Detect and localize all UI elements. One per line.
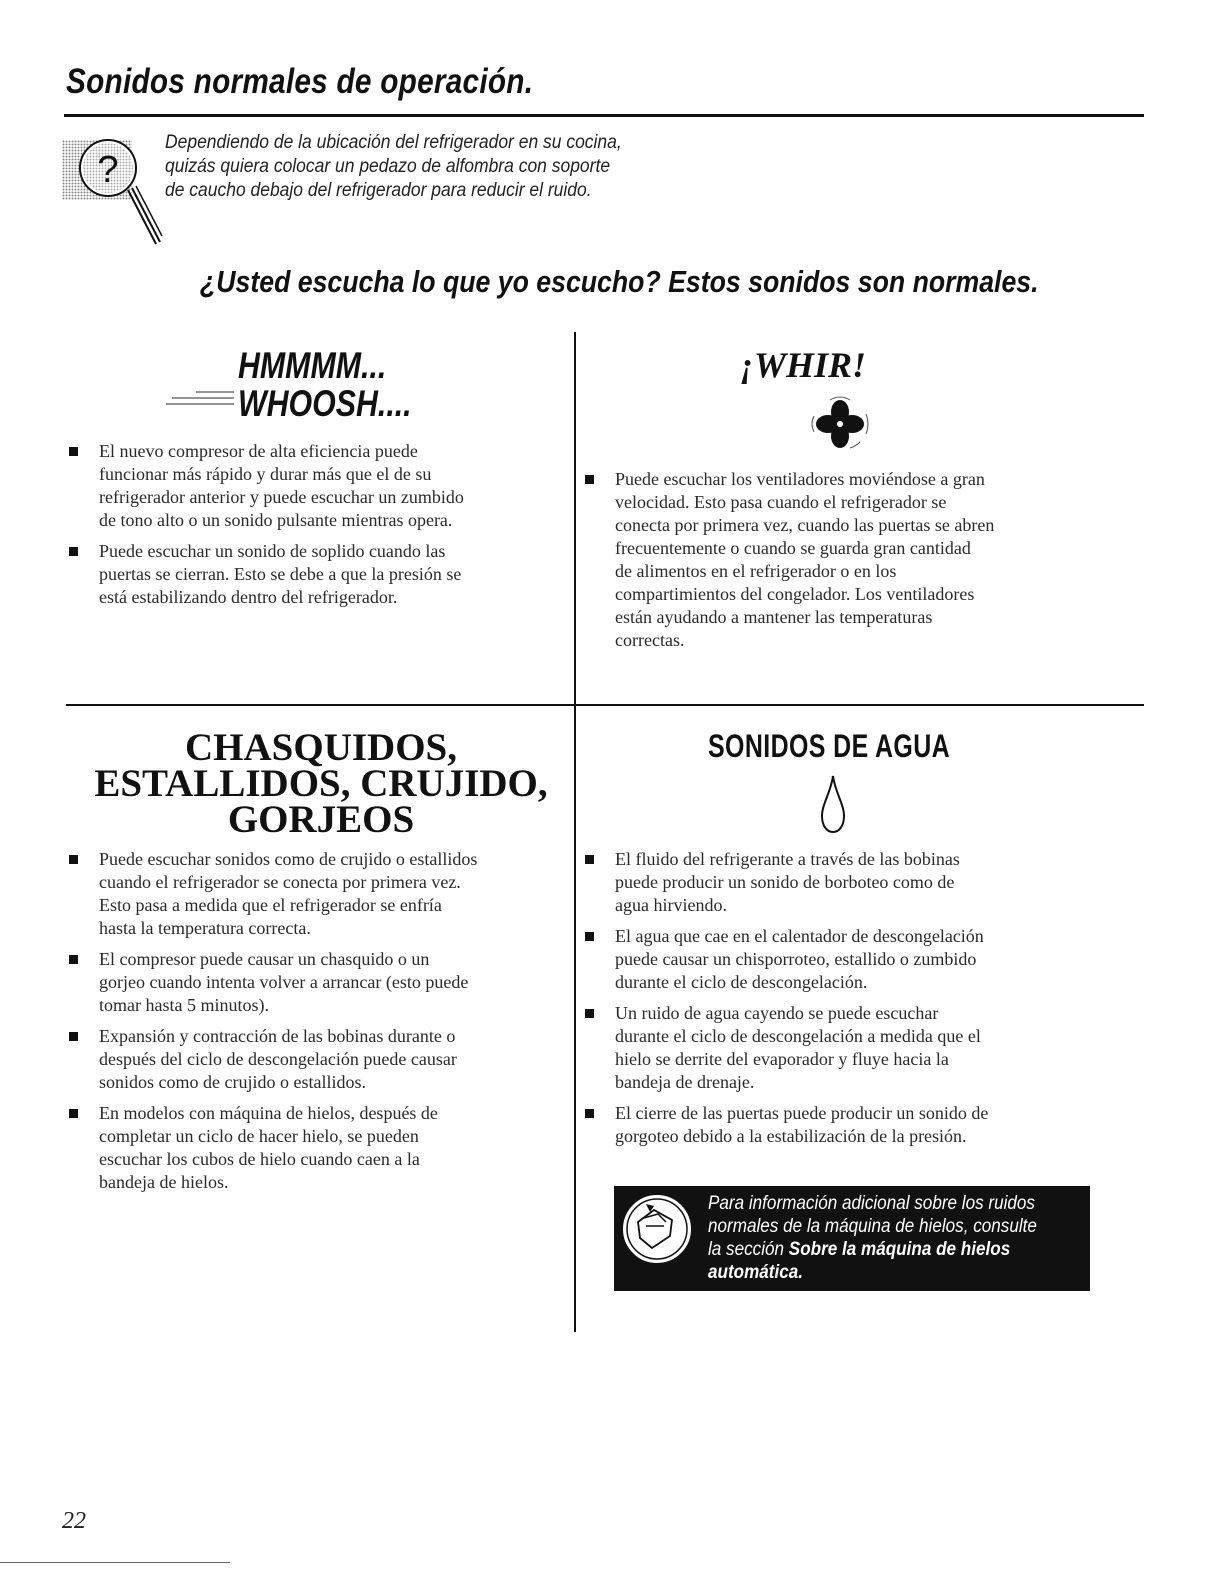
- bullet-line: cuando el refrigerador se conecta por primera vez.: [99, 872, 461, 892]
- heading-line: GORJEOS: [227, 798, 415, 841]
- wind-lines-icon: [166, 388, 236, 412]
- bullet-line: de alimentos en el refrigerador o en los: [615, 561, 897, 581]
- list-item: [582, 848, 1122, 917]
- bullet-line: Expansión y contracción de las bobinas durante o: [99, 1026, 456, 1046]
- hmmm-bullet-list: [66, 440, 566, 617]
- bullet-line: Puede escuchar los ventiladores moviéndose a gran: [615, 469, 985, 489]
- heading-chasquidos: [76, 726, 566, 841]
- bullet-line: Un ruido de agua cayendo se puede escuchar: [615, 1003, 939, 1023]
- subtitle: ¿Usted escucha lo que yo escucho? Estos sonidos son normales.: [200, 264, 1039, 299]
- note-line-prefix: la sección: [708, 1239, 789, 1260]
- note-section-link: Sobre la máquina de hielos: [788, 1239, 1011, 1260]
- bullet-line: está estabilizando dentro del refrigerador.: [99, 587, 398, 607]
- list-item: [66, 1102, 571, 1194]
- bullet-line: bandeja de drenaje.: [615, 1072, 755, 1092]
- page-number: 22: [62, 1508, 86, 1534]
- tip-text: [165, 131, 622, 203]
- note-line: [708, 1238, 1050, 1261]
- bullet-line: funcionar más rápido y durar más que el de su: [99, 464, 432, 484]
- bullet-line: El nuevo compresor de alta eficiencia puede: [99, 441, 418, 461]
- bullet-mark: [69, 1032, 78, 1041]
- bullet-line: durante el ciclo de descongelación a medida que el: [615, 1026, 981, 1046]
- bullet-line: bandeja de hielos.: [99, 1172, 229, 1192]
- bullet-line: El fluido del refrigerante a través de las bobinas: [615, 849, 960, 869]
- bullet-line: En modelos con máquina de hielos, después de: [99, 1103, 438, 1123]
- bullet-mark: [585, 1109, 594, 1118]
- page-title: Sonidos normales de operación.: [66, 62, 534, 101]
- bullet-line: gorgoteo debido a la estabilización de la presión.: [615, 1126, 967, 1146]
- note-line: normales de la máquina de hielos, consulte: [708, 1216, 1037, 1237]
- bullet-line: puede producir un sonido de borboteo como de: [615, 872, 955, 892]
- list-item: [66, 848, 571, 940]
- bullet-line: gorjeo cuando intenta volver a arrancar (esto puede: [99, 972, 469, 992]
- bullet-mark: [585, 475, 594, 484]
- list-item: [582, 1102, 1122, 1148]
- bullet-line: El compresor puede causar un chasquido o un: [99, 949, 430, 969]
- note-section-link-end: automática.: [708, 1262, 804, 1283]
- note-text: [708, 1192, 1088, 1284]
- bullet-line: Puede escuchar un sonido de soplido cuando las: [99, 541, 446, 561]
- bullet-line: hielo se derrite del evaporador y fluye hacia la: [615, 1049, 949, 1069]
- svg-text:?: ?: [97, 149, 119, 191]
- ice-maker-icon: [620, 1192, 694, 1266]
- column-divider-top: [574, 332, 576, 704]
- whir-bullet-list: [582, 468, 1122, 660]
- tip-line: Dependiendo de la ubicación del refrigerador en su cocina,: [165, 132, 622, 153]
- bullet-mark: [69, 1109, 78, 1118]
- bullet-line: completar un ciclo de hacer hielo, se pueden: [99, 1126, 419, 1146]
- bullet-line: refrigerador anterior y puede escuchar un zumbido: [99, 487, 464, 507]
- bullet-line: agua hirviendo.: [615, 895, 727, 915]
- heading-whir: ¡WHIR!: [740, 345, 867, 385]
- bullet-mark: [585, 932, 594, 941]
- list-item: [66, 440, 566, 532]
- list-item: [66, 540, 566, 609]
- tip-line: quizás quiera colocar un pedazo de alfombra con soporte: [165, 156, 611, 177]
- bullet-line: puede causar un chisporroteo, estallido o zumbido: [615, 949, 977, 969]
- bullet-line: están ayudando a mantener las temperaturas: [615, 607, 933, 627]
- heading-whoosh: WHOOSH....: [238, 383, 412, 424]
- bullet-line: compartimientos del congelador. Los ventiladores: [615, 584, 975, 604]
- bullet-line: sonidos como de crujido o estallidos.: [99, 1072, 366, 1092]
- bullet-line: durante el ciclo de descongelación.: [615, 972, 868, 992]
- bullet-mark: [69, 547, 78, 556]
- agua-bullet-list: [582, 848, 1122, 1156]
- bullet-line: conecta por primera vez, cuando las puertas se abren: [615, 515, 995, 535]
- heading-agua: SONIDOS DE AGUA: [708, 728, 951, 764]
- list-item: [66, 948, 571, 1017]
- title-rule: [64, 114, 1144, 117]
- bullet-line: puertas se cierran. Esto se debe a que la presión se: [99, 564, 462, 584]
- bullet-line: después del ciclo de descongelación puede causar: [99, 1049, 457, 1069]
- bullet-line: frecuentemente o cuando se guarda gran cantidad: [615, 538, 971, 558]
- bullet-line: correctas.: [615, 630, 685, 650]
- chasquidos-bullet-list: [66, 848, 571, 1202]
- bullet-line: velocidad. Esto pasa cuando el refrigerador se: [615, 492, 947, 512]
- note-line: Para información adicional sobre los ruidos: [708, 1193, 1035, 1214]
- list-item: [66, 1025, 571, 1094]
- tip-line: de caucho debajo del refrigerador para reducir el ruido.: [165, 180, 592, 201]
- bullet-line: hasta la temperatura correcta.: [99, 918, 311, 938]
- water-drop-icon: [818, 774, 848, 834]
- note-line: [708, 1261, 1050, 1284]
- row-divider: [66, 704, 1144, 706]
- bullet-line: El agua que cae en el calentador de descongelación: [615, 926, 984, 946]
- bullet-line: tomar hasta 5 minutos).: [99, 995, 269, 1015]
- list-item: [582, 1002, 1122, 1094]
- heading-hmmm: HMMMM...: [238, 345, 387, 386]
- heading-line: ESTALLIDOS, CRUJIDO,: [94, 762, 548, 805]
- bullet-mark: [69, 955, 78, 964]
- list-item: [582, 925, 1122, 994]
- list-item: [582, 468, 1122, 652]
- bullet-mark: [585, 855, 594, 864]
- bullet-line: El cierre de las puertas puede producir un sonido de: [615, 1103, 989, 1123]
- bullet-line: escuchar los cubos de hielo cuando caen a la: [99, 1149, 420, 1169]
- bullet-mark: [69, 447, 78, 456]
- bullet-mark: [585, 1009, 594, 1018]
- fan-icon: [808, 394, 872, 454]
- column-divider-bottom: [574, 706, 576, 1332]
- heading-line: CHASQUIDOS,: [185, 726, 457, 769]
- question-magnifier-icon: [62, 128, 172, 248]
- bullet-line: de tono alto o un sonido pulsante mientras opera.: [99, 510, 453, 530]
- footer-rule: [0, 1562, 230, 1563]
- bullet-line: Puede escuchar sonidos como de crujido o estallidos: [99, 849, 478, 869]
- bullet-mark: [69, 855, 78, 864]
- bullet-line: Esto pasa a medida que el refrigerador se enfría: [99, 895, 442, 915]
